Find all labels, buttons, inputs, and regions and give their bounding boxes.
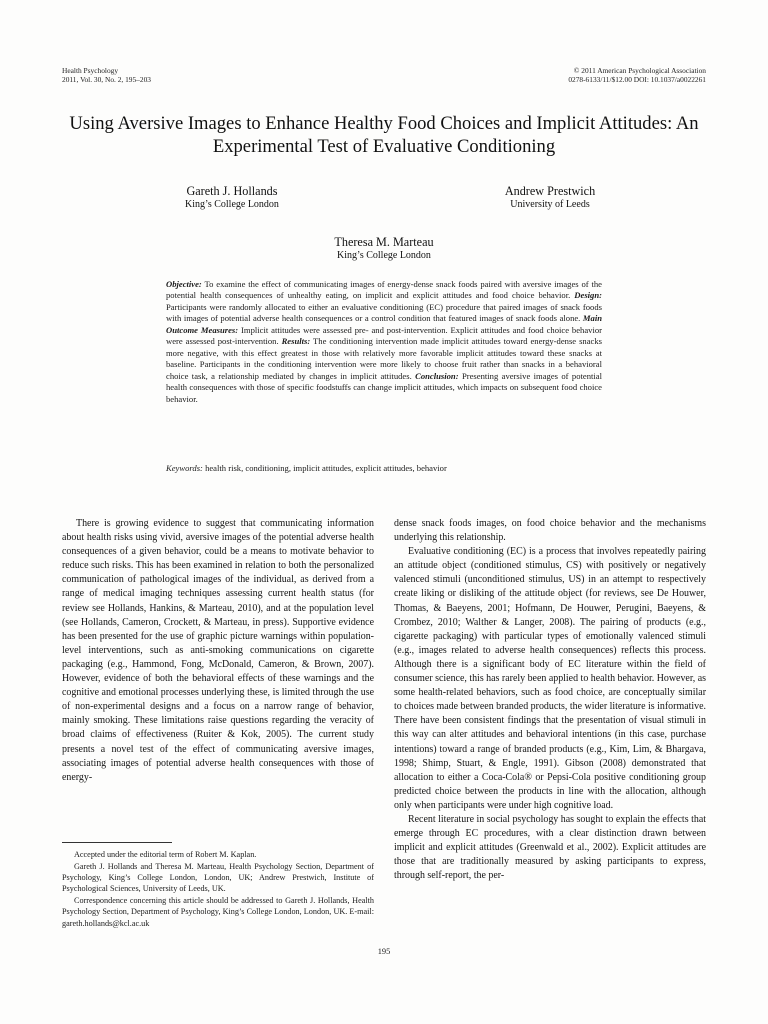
author-name: Theresa M. Marteau [334, 235, 434, 249]
abstract-measures-label: Main Outcome Measures: [166, 313, 602, 335]
doi-line: 0278-6133/11/$12.00 DOI: 10.1037/a0022261 [568, 75, 706, 84]
keywords [166, 463, 602, 474]
footnote: Gareth J. Hollands and Theresa M. Marteau, Health Psychology Section, Department of Psychology, King’s College London, London, UK; Andrew Prestwich, Institute of Psychological Sciences, University of Leeds, UK. [62, 862, 374, 894]
journal-name: Health Psychology [62, 66, 119, 75]
author-block-1 [132, 184, 332, 211]
abstract-objective: To examine the effect of communicating images of energy-dense snack foods paired with aversive images of the potential health consequences of unhealthy eating, on implicit and explicit attitudes and food choice behavior. [166, 279, 602, 301]
body-paragraph: There is growing evidence to suggest that communicating information about health risks using vivid, aversive images of the potential adverse health consequences of a given behavior, could be a means to motivate behavior to reduce such risks. This has been examined in relation to both the personalized communication of pathological images of the individual, as derived from a range of medical imaging techniques assessing current health status (for review see Hollands, Hankins, & Marteau, 2010), and at the population level (see Hollands, Cameron, Crockett, & Marteau, in press). Supportive evidence has been presented for the use of graphic picture warnings within population-level interventions, such as anti-smoking communications on cigarette packaging (e.g., Hammond, Fong, McDonald, Cameron, & Brown, 2007). However, evidence of both the behavioral effects of these warnings and the cognitive and emotional processes underlying these, is limited through the use of non-experimental designs and a focus on a narrow range of behavior, mainly smoking. These limitations raise questions regarding the veracity of broad claims of effectiveness (Ruiter & Kok, 2005). The current study presents a novel test of the effect of communicating aversive images, associating images of potential adverse health consequences with those of energy- [62, 518, 374, 783]
abstract-results-label: Results: [281, 336, 311, 347]
running-header-right [568, 66, 706, 84]
abstract-design: Participants were randomly allocated to either an evaluative conditioning (EC) procedure that paired images of snack foods with images of potential adverse health consequences or a control condition that featured images of snack foods alone. [166, 301, 602, 324]
abstract [166, 279, 602, 405]
body-column-right [394, 517, 706, 883]
author-name: Gareth J. Hollands [186, 184, 278, 198]
footnote-rule [62, 842, 172, 843]
author-affiliation: University of Leeds [510, 199, 590, 210]
abstract-conclusion: Presenting aversive images of potential health consequences with those of specific foodstuffs can change implicit attitudes, which impacts on subsequent food choice behavior. [166, 370, 602, 404]
author-name: Andrew Prestwich [504, 184, 596, 198]
copyright-line: © 2011 American Psychological Association [573, 66, 706, 75]
abstract-conclusion-label: Conclusion: [415, 370, 459, 381]
body-paragraph: Evaluative conditioning (EC) is a process that involves repeatedly pairing an attitude object (conditioned stimulus, CS) with positively or negatively valenced stimuli (unconditioned stimulus, US) in an attempt to respectively create liking or disliking of the attitude object (for reviews, see De Houwer, Thomas, & Baeyens, 2001; Hofmann, De Houwer, Perugini, Baeyens, & Crombez, 2010; Walther & Langer, 2008). The pairing of products (e.g., cigarette packaging) with particular types of emotionally valenced stimuli (e.g., images related to adverse health consequences) reflects this process. Although there is a significant body of EC literature within the field of consumer science, this has rarely been applied to health behavior. However, as some health-related behaviors, such as food choice, are conceptually similar to choices made between branded products, the wider literature is informative. There have been consistent findings that the presentation of visual stimuli in this way can alter attitudes and behavioral intentions (in this case, purchase intentions) toward a range of branded products (e.g., Kim, Lim, & Bhargava, 1998; Shimp, Stuart, & Engle, 1991). Gibson (2008) demonstrated that allocation to either a Coca-Cola® or Pepsi-Cola positive conditioning group predicted choice between the products in line with the allocation, although only when participants were under high cognitive load. [394, 546, 706, 811]
volume-line: 2011, Vol. 30, No. 2, 195–203 [62, 75, 151, 84]
abstract-objective-label: Objective: [166, 279, 202, 289]
body-column-left [62, 517, 374, 785]
author-affiliation: King’s College London [337, 250, 431, 261]
abstract-results: The conditioning intervention made implicit attitudes toward energy-dense snacks more negative, with this effect greatest in those with relatively more favorable implicit attitudes toward these snacks at baseline. Participants in the conditioning intervention were more likely to choose fruit rather than snacks in a behavioral choice task, a relationship mediated by changes in implicit attitudes. [166, 336, 602, 381]
author-block-3 [284, 235, 484, 262]
abstract-measures: Implicit attitudes were assessed pre- and post-intervention. Explicit attitudes and food choice behavior were assessed post-intervention. [166, 324, 602, 347]
page-number: 195 [377, 947, 391, 956]
keywords-label: Keywords: [166, 463, 203, 473]
article-title: Using Aversive Images to Enhance Healthy Food Choices and Implicit Attitudes: An Experimental Test of Evaluative Conditioning [69, 113, 699, 157]
running-header-left [62, 66, 151, 84]
footnotes [62, 849, 374, 930]
footnote: Accepted under the editorial term of Robert M. Kaplan. [74, 850, 257, 859]
author-affiliation: King’s College London [185, 199, 279, 210]
author-block-2 [450, 184, 650, 211]
body-paragraph: dense snack foods images, on food choice behavior and the mechanisms underlying this relationship. [394, 518, 706, 544]
keywords-text: health risk, conditioning, implicit attitudes, explicit attitudes, behavior [202, 463, 447, 473]
abstract-design-label: Design: [574, 290, 602, 301]
footnote: Correspondence concerning this article should be addressed to Gareth J. Hollands, Health Psychology Section, Department of Psychology, King’s College London, London, UK. E-mail: gareth.hollands@kcl.ac.uk [62, 896, 374, 928]
body-paragraph: Recent literature in social psychology has sought to explain the effects that emerge through EC procedures, with a clear distinction drawn between implicit and explicit attitudes (Greenwald et al., 2002). Explicit attitudes are those that are traditionally measured by asking participants to express, through self-report, the per- [394, 813, 706, 882]
